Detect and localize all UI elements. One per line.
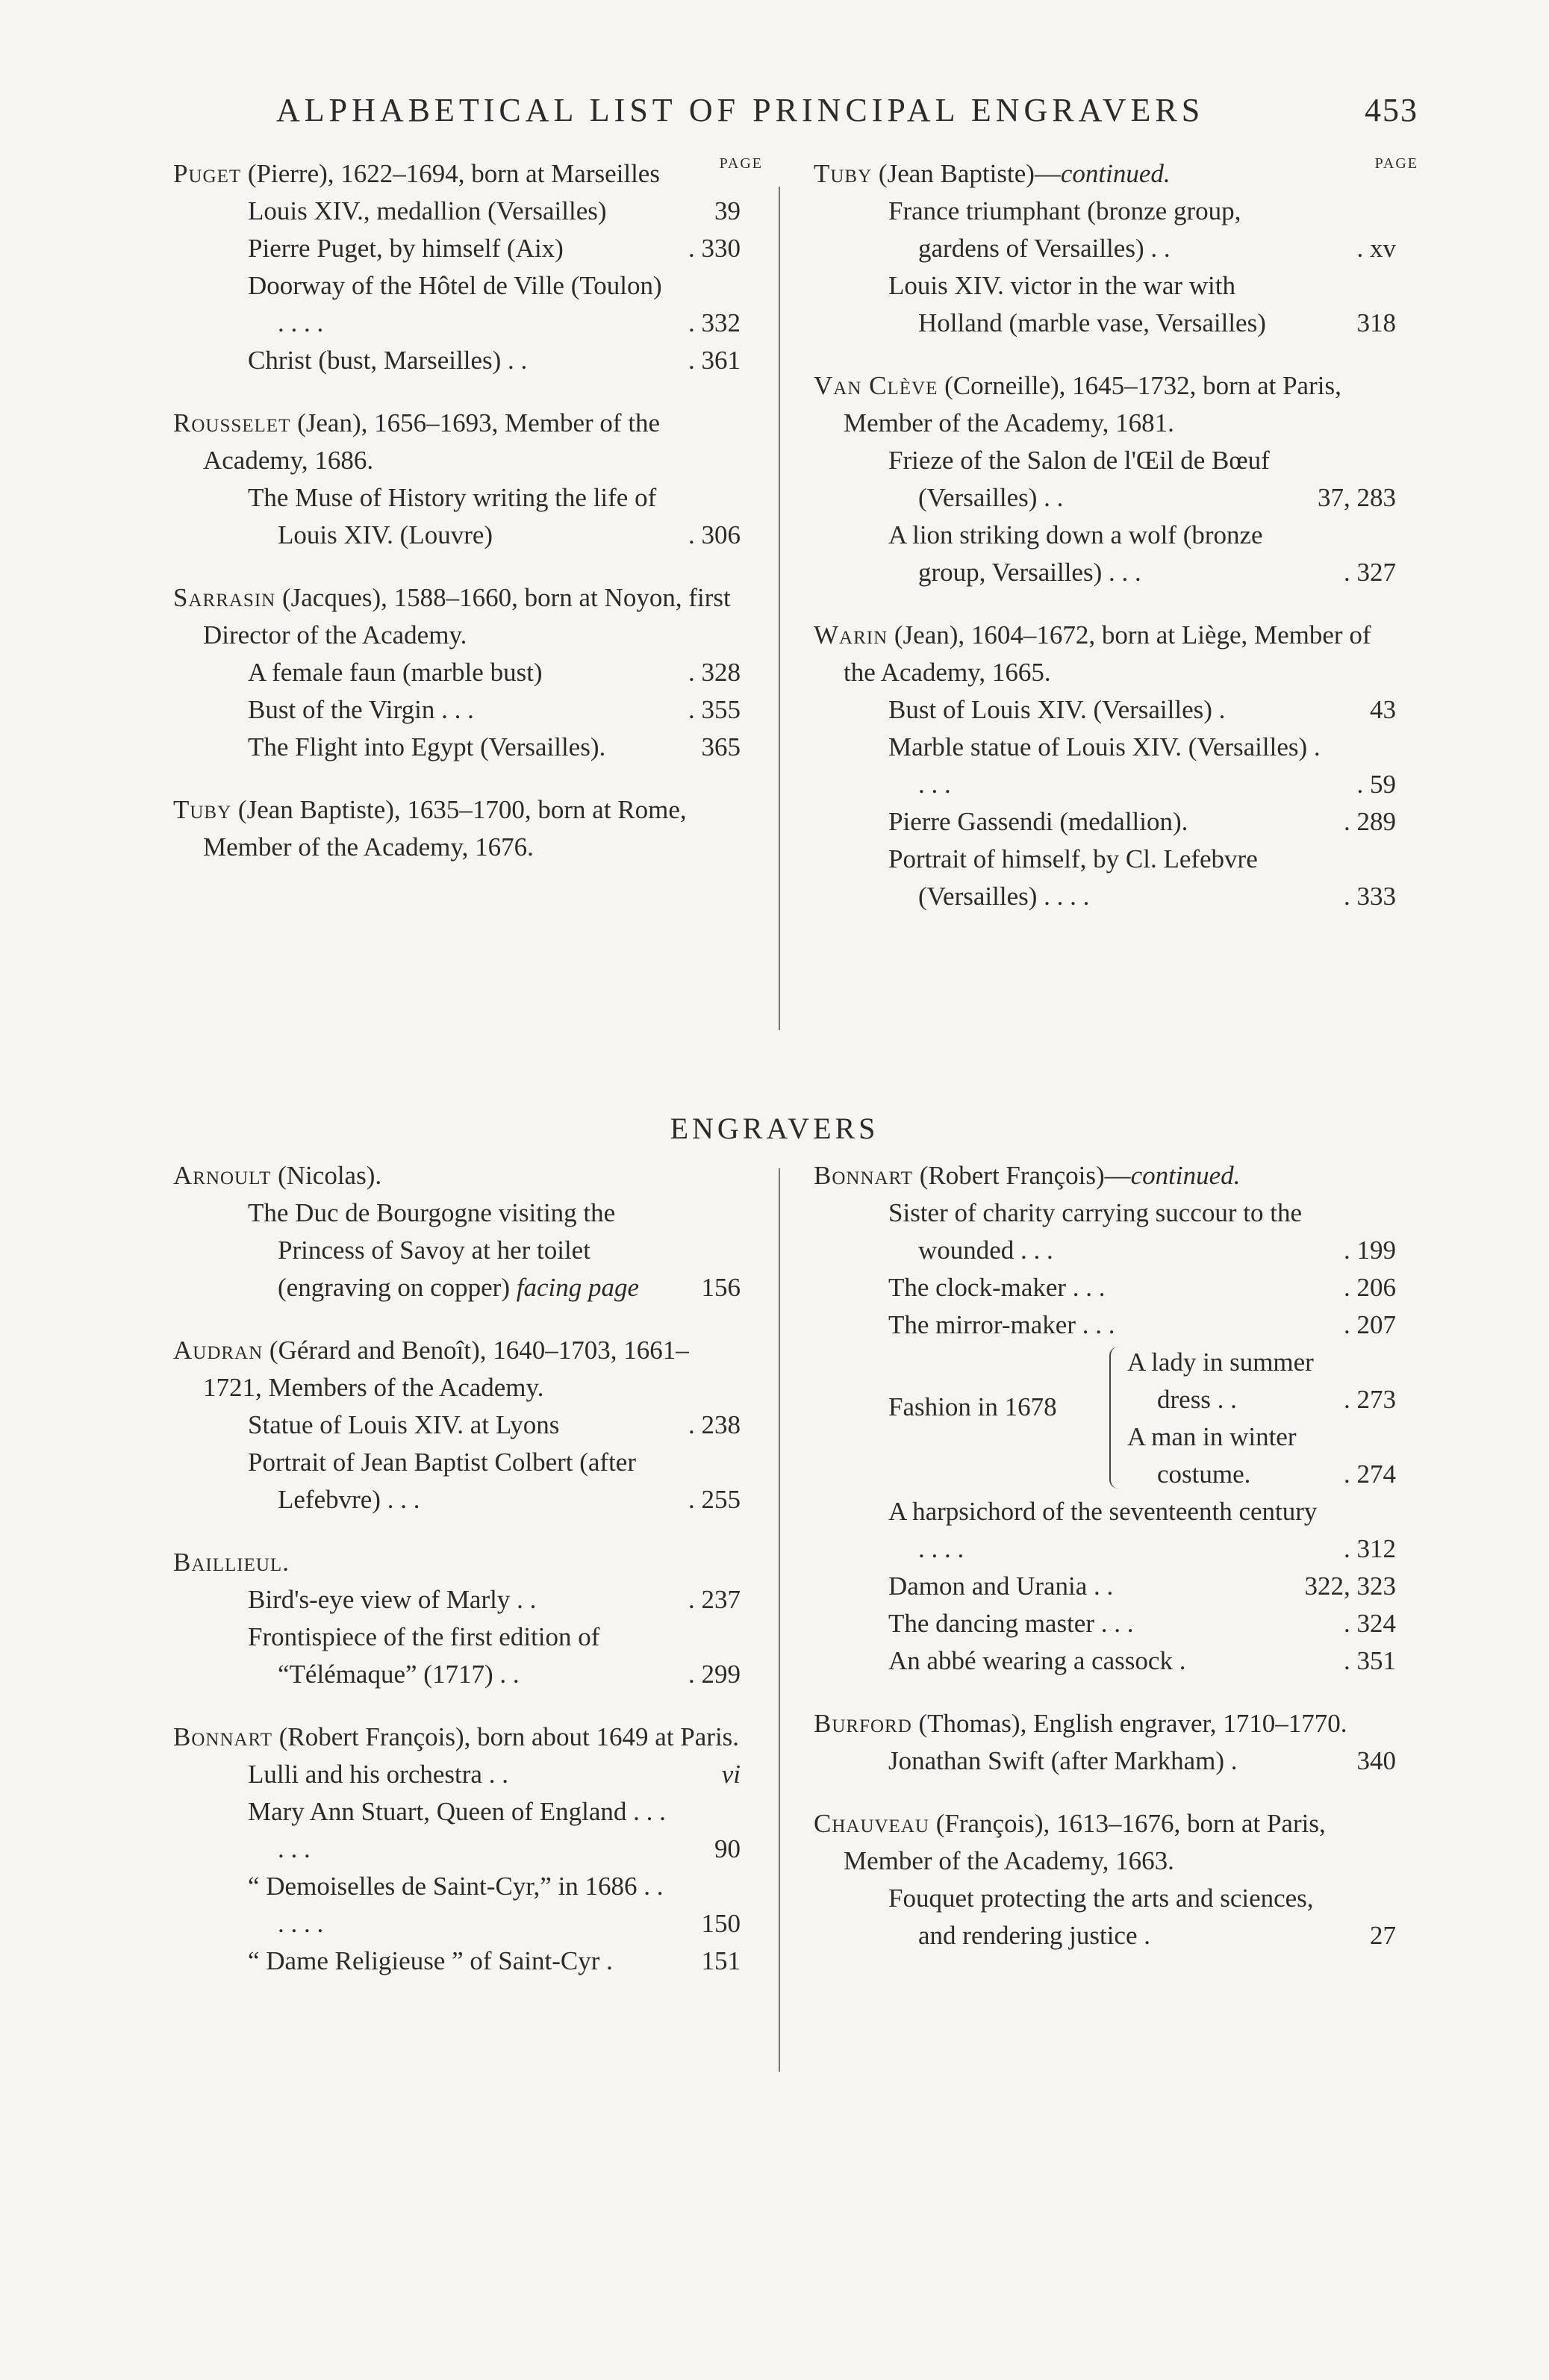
running-head-title: ALPHABETICAL LIST OF PRINCIPAL ENGRAVERS [276, 92, 1205, 128]
entry-baillieul [173, 1544, 741, 1693]
work-item [888, 1880, 1396, 1954]
column-divider-top [779, 187, 780, 1030]
work-item [888, 193, 1396, 267]
entry-heading [173, 791, 741, 866]
engraver-name: Sarrasin [173, 583, 276, 612]
engraver-name: Tuby [173, 795, 232, 824]
work-title: Jonathan Swift (after Markham) . [888, 1746, 1238, 1775]
work-title: Sister of charity carrying succour to the wounded . . . [888, 1198, 1302, 1265]
continued-label: continued. [1130, 1161, 1241, 1190]
work-page: . 199 [1344, 1236, 1396, 1265]
work-title: Christ (bust, Marseilles) . . [248, 346, 528, 375]
work-item [248, 729, 741, 766]
work-title: Damon and Urania . . [888, 1571, 1114, 1601]
work-item [248, 479, 741, 554]
work-item [248, 1194, 741, 1306]
section-heading: ENGRAVERS [670, 1112, 879, 1145]
work-page: . 289 [1344, 807, 1396, 836]
work-item [248, 230, 741, 267]
engraver-name: Audran [173, 1336, 264, 1365]
work-page: . 238 [688, 1410, 741, 1439]
work-note: facing page [516, 1273, 640, 1302]
engraver-name: Arnoult [173, 1161, 272, 1190]
work-item [888, 729, 1396, 803]
work-page: . 237 [688, 1585, 741, 1614]
engraver-details: (Robert François), born about 1649 at Paris. [272, 1722, 740, 1751]
work-item [248, 1756, 741, 1793]
work-title: A female faun (marble bust) [248, 658, 543, 687]
work-page: 365 [701, 732, 741, 761]
work-item [888, 1493, 1396, 1568]
work-title: Lulli and his orchestra . . [248, 1760, 508, 1789]
work-item [888, 517, 1396, 591]
work-item [888, 691, 1396, 729]
fashion-subitem [1127, 1344, 1396, 1418]
work-page: . xv [1356, 234, 1396, 263]
work-title: The Muse of History writing the life of Louis XIV. (Louvre) [248, 483, 657, 549]
page-column-label: PAGE [719, 155, 763, 172]
work-title: A man in winter [1127, 1422, 1297, 1451]
work-item [248, 1406, 741, 1444]
engraver-name: Burford [814, 1709, 912, 1738]
work-item [888, 442, 1396, 517]
work-title: The dancing master . . . [888, 1609, 1134, 1638]
work-page: . 330 [688, 234, 741, 263]
entry-puget [173, 155, 741, 379]
work-item [248, 1868, 741, 1943]
work-page: 37, 283 [1318, 483, 1396, 512]
engraver-name: Chauveau [814, 1809, 929, 1838]
engraver-details: (Jean Baptiste), 1635–1700, born at Rome, Member of the Academy, 1676. [203, 795, 687, 862]
work-title: Statue of Louis XIV. at Lyons [248, 1410, 560, 1439]
entry-heading [173, 405, 741, 479]
top-right-column [814, 155, 1418, 941]
entry-audran [173, 1332, 741, 1518]
work-title: Marble statue of Louis XIV. (Versailles) . . . . [888, 732, 1321, 799]
entry-heading [814, 1157, 1396, 1194]
work-page: 43 [1370, 695, 1396, 724]
engraver-details: (Thomas), English engraver, 1710–1770. [911, 1709, 1347, 1738]
work-page: . 299 [688, 1660, 741, 1689]
work-title: A harpsichord of the seventeenth century . . . . [888, 1497, 1318, 1563]
work-page: . 207 [1344, 1310, 1396, 1339]
work-page: . 328 [688, 658, 741, 687]
work-page: 27 [1370, 1921, 1396, 1950]
work-title: The clock-maker . . . [888, 1273, 1106, 1302]
page-column-label: PAGE [1374, 155, 1418, 172]
entry-burford [814, 1705, 1396, 1780]
work-title: Fouquet protecting the arts and sciences, and rendering justice . [888, 1884, 1314, 1950]
work-title: A lady in summer [1127, 1348, 1314, 1377]
entry-heading [814, 1705, 1396, 1742]
engraver-details: (Robert François)— [913, 1161, 1131, 1190]
top-left-column [173, 155, 763, 891]
work-page: . 355 [688, 695, 741, 724]
entry-heading [173, 1544, 741, 1581]
work-item [888, 1269, 1396, 1306]
engraver-name: Warin [814, 620, 888, 649]
work-page: vi [721, 1760, 741, 1789]
work-item [248, 1619, 741, 1693]
bottom-left-column [173, 1157, 741, 2005]
work-item [888, 803, 1396, 841]
work-page: . 59 [1356, 770, 1396, 799]
engraver-details: (Jean), 1656–1693, Member of the Academy, 1686. [203, 408, 661, 475]
entry-heading [173, 155, 741, 193]
work-title: Pierre Puget, by himself (Aix) [248, 234, 564, 263]
work-page: 340 [1356, 1746, 1396, 1775]
work-title: The mirror-maker . . . [888, 1310, 1115, 1339]
work-page: 150 [701, 1909, 741, 1938]
work-title: Louis XIV. victor in the war with Holland (marble vase, Versailles) [888, 271, 1266, 337]
entry-van-cleve [814, 367, 1396, 591]
work-page: 39 [714, 196, 741, 225]
continued-label: continued. [1060, 159, 1171, 188]
brace [1109, 1347, 1121, 1489]
work-title: Mary Ann Stuart, Queen of England . . . . . . [248, 1797, 666, 1863]
work-page: . 361 [688, 346, 741, 375]
entry-heading [173, 1157, 741, 1194]
entry-chauveau [814, 1805, 1396, 1954]
engraver-details: (Nicolas). [271, 1161, 382, 1190]
work-page: . 206 [1344, 1273, 1396, 1302]
work-page: 318 [1356, 308, 1396, 337]
work-item [248, 342, 741, 379]
engraver-name: Bonnart [814, 1161, 914, 1190]
work-item [248, 1943, 741, 1980]
work-page: . 327 [1344, 558, 1396, 587]
running-head [276, 88, 1418, 133]
work-page: . 332 [688, 308, 741, 337]
engraver-name: Van Clève [814, 371, 938, 400]
engraver-details: (Gérard and Benoît), 1640–1703, 1661–1721, Members of the Academy. [203, 1336, 689, 1402]
entry-heading [814, 1805, 1396, 1880]
entry-heading [814, 617, 1396, 691]
work-title: Doorway of the Hôtel de Ville (Toulon) . . . . [248, 271, 662, 337]
page-number: 453 [1365, 92, 1418, 128]
work-title: “ Demoiselles de Saint-Cyr,” in 1686 . . . . . . [248, 1872, 664, 1938]
entry-bonnart-continued [814, 1157, 1396, 1680]
entry-heading [173, 579, 741, 654]
fashion-group [888, 1344, 1396, 1493]
work-item [888, 1642, 1396, 1680]
entry-heading [173, 1332, 741, 1406]
work-item [888, 1306, 1396, 1344]
work-title-continuation: dress . . [1157, 1385, 1237, 1414]
work-page: . 306 [688, 520, 741, 549]
work-title: Frieze of the Salon de l'Œil de Bœuf (Versailles) . . [888, 446, 1270, 512]
entry-warin [814, 617, 1396, 915]
work-title: A lion striking down a wolf (bronze group, Versailles) . . . [888, 520, 1263, 587]
work-item [888, 1742, 1396, 1780]
entry-bonnart [173, 1719, 741, 1980]
work-page: 322, 323 [1304, 1571, 1396, 1601]
work-page: . 274 [1344, 1460, 1396, 1489]
work-item [888, 1568, 1396, 1605]
engraver-details: (Jean Baptiste)— [872, 159, 1061, 188]
entry-tuby [173, 791, 741, 866]
engraver-name: Rousselet [173, 408, 291, 437]
work-page: . 324 [1344, 1609, 1396, 1638]
work-item [888, 841, 1396, 915]
entry-rousselet [173, 405, 741, 554]
work-title: “ Dame Religieuse ” of Saint-Cyr . [248, 1946, 613, 1975]
work-title: Bust of the Virgin . . . [248, 695, 474, 724]
work-item [888, 267, 1396, 342]
work-title: Frontispiece of the first edition of “Télémaque” (1717) . . [248, 1622, 600, 1689]
work-page: . 351 [1344, 1646, 1396, 1675]
entry-heading [814, 367, 1396, 442]
work-item [888, 1194, 1396, 1269]
work-item [248, 654, 741, 691]
bottom-right-column [814, 1157, 1396, 1980]
work-title: Bird's-eye view of Marly . . [248, 1585, 537, 1614]
engraver-details: (Pierre), 1622–1694, born at Marseilles [241, 159, 660, 188]
work-title: Bust of Louis XIV. (Versailles) . [888, 695, 1226, 724]
entry-sarrasin [173, 579, 741, 766]
work-title: The Duc de Bourgogne visiting the Princess of Savoy at her toilet (engraving on copper) [248, 1198, 616, 1302]
work-title: France triumphant (bronze group, gardens of Versailles) . . [888, 196, 1241, 263]
engraver-name: Tuby [814, 159, 873, 188]
entry-tuby-continued [814, 155, 1396, 342]
work-title: The Flight into Egypt (Versailles). [248, 732, 606, 761]
engraver-details: (Jacques), 1588–1660, born at Noyon, first Director of the Academy. [203, 583, 731, 649]
engraver-details: (François), 1613–1676, born at Paris, Member of the Academy, 1663. [844, 1809, 1326, 1875]
work-page: . 273 [1344, 1385, 1396, 1414]
entry-heading [814, 155, 1396, 193]
work-item [248, 1581, 741, 1619]
work-title: Pierre Gassendi (medallion). [888, 807, 1188, 836]
engraver-name: Bonnart [173, 1722, 273, 1751]
work-title: An abbé wearing a cassock . [888, 1646, 1186, 1675]
work-page: . 333 [1344, 882, 1396, 911]
work-page: 90 [714, 1834, 741, 1863]
entry-heading [173, 1719, 741, 1756]
work-page: . 312 [1344, 1534, 1396, 1563]
fashion-subitem [1127, 1418, 1396, 1493]
column-divider-bottom [779, 1168, 780, 2072]
work-page: 156 [701, 1273, 741, 1302]
work-title-continuation: costume. [1157, 1460, 1251, 1489]
work-item [248, 691, 741, 729]
work-item [248, 267, 741, 342]
engraver-name: Puget [173, 159, 242, 188]
work-page: . 255 [688, 1485, 741, 1514]
fashion-label: Fashion in 1678 [888, 1392, 1057, 1421]
engraver-details: (Corneille), 1645–1732, born at Paris, Member of the Academy, 1681. [844, 371, 1341, 437]
engraver-name: Baillieul. [173, 1548, 290, 1577]
work-title: Portrait of Jean Baptist Colbert (after Lefebvre) . . . [248, 1448, 636, 1514]
work-item [888, 1605, 1396, 1642]
work-title: Louis XIV., medallion (Versailles) [248, 196, 607, 225]
work-title: Portrait of himself, by Cl. Lefebvre (Versailles) . . . . [888, 844, 1258, 911]
work-item [248, 1793, 741, 1868]
work-item [248, 193, 741, 230]
work-page: 151 [701, 1946, 741, 1975]
entry-arnoult [173, 1157, 741, 1306]
engraver-details: (Jean), 1604–1672, born at Liège, Member of the Academy, 1665. [844, 620, 1371, 687]
work-item [248, 1444, 741, 1518]
